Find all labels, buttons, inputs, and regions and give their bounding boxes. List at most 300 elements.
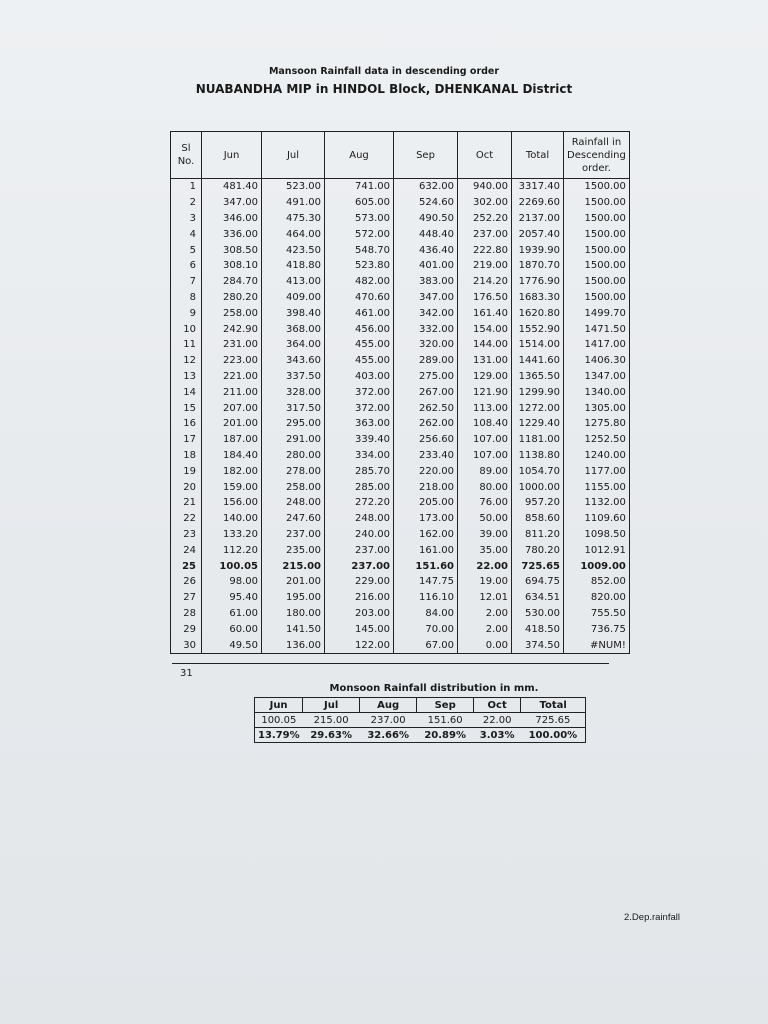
cell-sl: 7 xyxy=(171,274,202,290)
cell-oct: 131.00 xyxy=(458,353,512,369)
dist-header-jul: Jul xyxy=(303,698,360,713)
dist-value-jun: 100.05 xyxy=(261,714,297,726)
cell-rf: 1500.00 xyxy=(564,211,630,227)
cell-rf: 1347.00 xyxy=(564,369,630,385)
cell-aug: 455.00 xyxy=(325,353,394,369)
cell-oct: 22.00 xyxy=(458,558,512,574)
cell-aug: 470.60 xyxy=(325,290,394,306)
cell-aug: 372.00 xyxy=(325,400,394,416)
dist-header-jun: Jun xyxy=(255,698,303,713)
cell-aug: 216.00 xyxy=(325,590,394,606)
table-row xyxy=(171,637,630,653)
cell-jun: 211.00 xyxy=(202,384,262,400)
table-row xyxy=(171,321,630,337)
cell-sep: 67.00 xyxy=(394,637,458,653)
cell-sep: 401.00 xyxy=(394,258,458,274)
cell-aug: 145.00 xyxy=(325,621,394,637)
cell-sep: 218.00 xyxy=(394,479,458,495)
table-row xyxy=(171,511,630,527)
table-row xyxy=(171,211,630,227)
dist-header-aug: Aug xyxy=(360,698,417,713)
dist-value-total: 725.65 xyxy=(535,714,571,726)
cell-total: 780.20 xyxy=(512,542,564,558)
cell-total: 1683.30 xyxy=(512,290,564,306)
cell-oct: 80.00 xyxy=(458,479,512,495)
cell-oct: 302.00 xyxy=(458,195,512,211)
cell-jul: 523.00 xyxy=(262,179,325,195)
cell-oct: 19.00 xyxy=(458,574,512,590)
dist-percent-sep: 20.89% xyxy=(417,728,474,743)
cell-sl: 8 xyxy=(171,290,202,306)
dist-percent-oct: 3.03% xyxy=(474,728,521,743)
cell-jul: 247.60 xyxy=(262,511,325,527)
cell-jun: 242.90 xyxy=(202,321,262,337)
cell-rf: 1500.00 xyxy=(564,258,630,274)
cell-jun: 140.00 xyxy=(202,511,262,527)
cell-total: 1181.00 xyxy=(512,432,564,448)
cell-oct: 2.00 xyxy=(458,606,512,622)
cell-sep: 256.60 xyxy=(394,432,458,448)
cell-rf: 1500.00 xyxy=(564,195,630,211)
cell-jul: 368.00 xyxy=(262,321,325,337)
cell-jun: 308.50 xyxy=(202,242,262,258)
cell-rf: 1132.00 xyxy=(564,495,630,511)
col-header-total: Total xyxy=(512,132,564,179)
cell-sep: 262.00 xyxy=(394,416,458,432)
cell-jul: 317.50 xyxy=(262,400,325,416)
cell-jun: 133.20 xyxy=(202,527,262,543)
cell-jul: 237.00 xyxy=(262,527,325,543)
cell-sl: 25 xyxy=(171,558,202,574)
cell-rf: 1500.00 xyxy=(564,290,630,306)
cell-jul: 409.00 xyxy=(262,290,325,306)
cell-total: 858.60 xyxy=(512,511,564,527)
cell-oct: 50.00 xyxy=(458,511,512,527)
cell-total: 3317.40 xyxy=(512,179,564,195)
dist-percent-total: 100.00% xyxy=(521,728,586,743)
cell-sl: 28 xyxy=(171,606,202,622)
cell-jun: 187.00 xyxy=(202,432,262,448)
cell-oct: 76.00 xyxy=(458,495,512,511)
cell-sep: 267.00 xyxy=(394,384,458,400)
cell-jun: 49.50 xyxy=(202,637,262,653)
cell-jun: 184.40 xyxy=(202,448,262,464)
table-row xyxy=(171,242,630,258)
rainfall-table xyxy=(170,131,630,654)
rainfall-table-header xyxy=(171,132,630,179)
dist-header-oct: Oct xyxy=(474,698,521,713)
cell-rf: 820.00 xyxy=(564,590,630,606)
distribution-values-row xyxy=(255,713,586,728)
cell-jul: 195.00 xyxy=(262,590,325,606)
cell-total: 725.65 xyxy=(512,558,564,574)
cell-total: 1620.80 xyxy=(512,305,564,321)
cell-jul: 464.00 xyxy=(262,226,325,242)
cell-jun: 159.00 xyxy=(202,479,262,495)
cell-aug: 572.00 xyxy=(325,226,394,242)
cell-sl: 3 xyxy=(171,211,202,227)
cell-total: 694.75 xyxy=(512,574,564,590)
cell-jul: 215.00 xyxy=(262,558,325,574)
cell-jul: 235.00 xyxy=(262,542,325,558)
extra-sl-number: 31 xyxy=(180,668,193,679)
table-row xyxy=(171,353,630,369)
table-row xyxy=(171,527,630,543)
cell-aug: 203.00 xyxy=(325,606,394,622)
cell-aug: 605.00 xyxy=(325,195,394,211)
cell-aug: 229.00 xyxy=(325,574,394,590)
table-row xyxy=(171,463,630,479)
cell-jul: 180.00 xyxy=(262,606,325,622)
cell-aug: 482.00 xyxy=(325,274,394,290)
cell-sl: 30 xyxy=(171,637,202,653)
rainfall-table-body xyxy=(171,179,630,654)
cell-rf: 1252.50 xyxy=(564,432,630,448)
cell-sep: 70.00 xyxy=(394,621,458,637)
cell-oct: 237.00 xyxy=(458,226,512,242)
table-row xyxy=(171,290,630,306)
cell-rf: 1500.00 xyxy=(564,242,630,258)
cell-rf: 1009.00 xyxy=(564,558,630,574)
cell-jul: 258.00 xyxy=(262,479,325,495)
cell-sl: 16 xyxy=(171,416,202,432)
cell-sl: 10 xyxy=(171,321,202,337)
table-row xyxy=(171,195,630,211)
table-row xyxy=(171,337,630,353)
cell-jul: 491.00 xyxy=(262,195,325,211)
cell-aug: 573.00 xyxy=(325,211,394,227)
cell-sep: 332.00 xyxy=(394,321,458,337)
cell-jul: 201.00 xyxy=(262,574,325,590)
cell-jun: 258.00 xyxy=(202,305,262,321)
cell-oct: 12.01 xyxy=(458,590,512,606)
cell-oct: 940.00 xyxy=(458,179,512,195)
col-header-jul: Jul xyxy=(262,132,325,179)
cell-oct: 107.00 xyxy=(458,448,512,464)
cell-sl: 26 xyxy=(171,574,202,590)
cell-sl: 6 xyxy=(171,258,202,274)
table-row xyxy=(171,574,630,590)
cell-jun: 284.70 xyxy=(202,274,262,290)
cell-jul: 136.00 xyxy=(262,637,325,653)
cell-total: 374.50 xyxy=(512,637,564,653)
cell-rf: 1500.00 xyxy=(564,274,630,290)
cell-total: 1299.90 xyxy=(512,384,564,400)
cell-jul: 295.00 xyxy=(262,416,325,432)
cell-total: 1229.40 xyxy=(512,416,564,432)
cell-jun: 60.00 xyxy=(202,621,262,637)
cell-jun: 156.00 xyxy=(202,495,262,511)
cell-sl: 4 xyxy=(171,226,202,242)
cell-total: 1870.70 xyxy=(512,258,564,274)
cell-oct: 108.40 xyxy=(458,416,512,432)
cell-total: 2137.00 xyxy=(512,211,564,227)
cell-rf: 1500.00 xyxy=(564,226,630,242)
cell-total: 2057.40 xyxy=(512,226,564,242)
cell-total: 1138.80 xyxy=(512,448,564,464)
cell-sl: 5 xyxy=(171,242,202,258)
dist-header-total: Total xyxy=(521,698,586,713)
cell-aug: 237.00 xyxy=(325,558,394,574)
col-header-rainfall-desc: Rainfall in Descending order. xyxy=(564,132,630,179)
cell-jul: 328.00 xyxy=(262,384,325,400)
cell-aug: 461.00 xyxy=(325,305,394,321)
cell-rf: 1499.70 xyxy=(564,305,630,321)
cell-jul: 278.00 xyxy=(262,463,325,479)
dist-percent-jun: 13.79% xyxy=(255,728,303,743)
cell-rf: 1098.50 xyxy=(564,527,630,543)
cell-sl: 15 xyxy=(171,400,202,416)
cell-oct: 121.90 xyxy=(458,384,512,400)
cell-sep: 205.00 xyxy=(394,495,458,511)
table-row xyxy=(171,590,630,606)
cell-rf: 1177.00 xyxy=(564,463,630,479)
cell-jun: 201.00 xyxy=(202,416,262,432)
cell-sl: 11 xyxy=(171,337,202,353)
cell-oct: 129.00 xyxy=(458,369,512,385)
cell-total: 634.51 xyxy=(512,590,564,606)
table-row xyxy=(171,274,630,290)
document-title: Mansoon Rainfall data in descending order xyxy=(268,66,500,77)
cell-sep: 262.50 xyxy=(394,400,458,416)
table-row xyxy=(171,179,630,195)
table-row xyxy=(171,495,630,511)
distribution-percent-row xyxy=(255,728,586,743)
cell-sl: 1 xyxy=(171,179,202,195)
cell-sep: 289.00 xyxy=(394,353,458,369)
col-header-sep: Sep xyxy=(394,132,458,179)
cell-rf: 1305.00 xyxy=(564,400,630,416)
cell-sep: 347.00 xyxy=(394,290,458,306)
cell-sl: 19 xyxy=(171,463,202,479)
cell-jun: 280.20 xyxy=(202,290,262,306)
cell-sep: 524.60 xyxy=(394,195,458,211)
cell-total: 2269.60 xyxy=(512,195,564,211)
cell-sep: 147.75 xyxy=(394,574,458,590)
cell-oct: 252.20 xyxy=(458,211,512,227)
cell-total: 1552.90 xyxy=(512,321,564,337)
cell-jul: 343.60 xyxy=(262,353,325,369)
cell-sl: 27 xyxy=(171,590,202,606)
cell-rf: 852.00 xyxy=(564,574,630,590)
cell-oct: 176.50 xyxy=(458,290,512,306)
dist-value-oct: 22.00 xyxy=(482,714,512,726)
cell-jun: 95.40 xyxy=(202,590,262,606)
cell-sl: 17 xyxy=(171,432,202,448)
cell-aug: 272.20 xyxy=(325,495,394,511)
cell-sep: 490.50 xyxy=(394,211,458,227)
cell-jun: 347.00 xyxy=(202,195,262,211)
cell-sep: 161.00 xyxy=(394,542,458,558)
cell-rf: 1275.80 xyxy=(564,416,630,432)
cell-oct: 2.00 xyxy=(458,621,512,637)
cell-aug: 248.00 xyxy=(325,511,394,527)
cell-jul: 413.00 xyxy=(262,274,325,290)
cell-sl: 29 xyxy=(171,621,202,637)
cell-sep: 151.60 xyxy=(394,558,458,574)
cell-sl: 2 xyxy=(171,195,202,211)
cell-rf: 1417.00 xyxy=(564,337,630,353)
cell-aug: 237.00 xyxy=(325,542,394,558)
cell-sl: 24 xyxy=(171,542,202,558)
table-row xyxy=(171,416,630,432)
cell-total: 1054.70 xyxy=(512,463,564,479)
cell-total: 957.20 xyxy=(512,495,564,511)
divider xyxy=(172,663,609,664)
cell-rf: 1109.60 xyxy=(564,511,630,527)
cell-sep: 436.40 xyxy=(394,242,458,258)
cell-aug: 339.40 xyxy=(325,432,394,448)
dist-value-aug: 237.00 xyxy=(370,714,406,726)
cell-sep: 116.10 xyxy=(394,590,458,606)
cell-sl: 13 xyxy=(171,369,202,385)
cell-sep: 275.00 xyxy=(394,369,458,385)
cell-rf: 736.75 xyxy=(564,621,630,637)
cell-jul: 418.80 xyxy=(262,258,325,274)
cell-rf: #NUM! xyxy=(564,637,630,653)
table-row xyxy=(171,258,630,274)
cell-aug: 334.00 xyxy=(325,448,394,464)
cell-sl: 21 xyxy=(171,495,202,511)
cell-aug: 523.80 xyxy=(325,258,394,274)
cell-jun: 112.20 xyxy=(202,542,262,558)
dist-percent-aug: 32.66% xyxy=(360,728,417,743)
dist-value-jul: 215.00 xyxy=(313,714,349,726)
cell-sep: 320.00 xyxy=(394,337,458,353)
cell-oct: 161.40 xyxy=(458,305,512,321)
table-row xyxy=(171,384,630,400)
cell-rf: 1406.30 xyxy=(564,353,630,369)
cell-sep: 220.00 xyxy=(394,463,458,479)
table-row xyxy=(171,448,630,464)
cell-aug: 548.70 xyxy=(325,242,394,258)
cell-aug: 285.00 xyxy=(325,479,394,495)
col-header-aug: Aug xyxy=(325,132,394,179)
table-row xyxy=(171,432,630,448)
cell-aug: 363.00 xyxy=(325,416,394,432)
cell-aug: 122.00 xyxy=(325,637,394,653)
cell-oct: 154.00 xyxy=(458,321,512,337)
cell-jul: 398.40 xyxy=(262,305,325,321)
cell-sep: 342.00 xyxy=(394,305,458,321)
cell-oct: 0.00 xyxy=(458,637,512,653)
cell-sep: 233.40 xyxy=(394,448,458,464)
cell-oct: 222.80 xyxy=(458,242,512,258)
cell-oct: 35.00 xyxy=(458,542,512,558)
cell-jun: 182.00 xyxy=(202,463,262,479)
cell-jun: 98.00 xyxy=(202,574,262,590)
col-header-jun: Jun xyxy=(202,132,262,179)
cell-rf: 1471.50 xyxy=(564,321,630,337)
cell-total: 1514.00 xyxy=(512,337,564,353)
table-row xyxy=(171,542,630,558)
cell-aug: 741.00 xyxy=(325,179,394,195)
cell-sep: 448.40 xyxy=(394,226,458,242)
dist-value-sep: 151.60 xyxy=(427,714,463,726)
distribution-header-row xyxy=(255,698,586,713)
cell-jul: 291.00 xyxy=(262,432,325,448)
cell-oct: 39.00 xyxy=(458,527,512,543)
table-row xyxy=(171,226,630,242)
cell-sl: 18 xyxy=(171,448,202,464)
cell-aug: 403.00 xyxy=(325,369,394,385)
table-row xyxy=(171,305,630,321)
cell-total: 1000.00 xyxy=(512,479,564,495)
cell-jul: 423.50 xyxy=(262,242,325,258)
table-row xyxy=(171,400,630,416)
cell-jun: 308.10 xyxy=(202,258,262,274)
cell-jul: 248.00 xyxy=(262,495,325,511)
cell-jul: 141.50 xyxy=(262,621,325,637)
cell-jun: 231.00 xyxy=(202,337,262,353)
cell-sl: 20 xyxy=(171,479,202,495)
cell-sl: 14 xyxy=(171,384,202,400)
cell-jun: 207.00 xyxy=(202,400,262,416)
cell-aug: 240.00 xyxy=(325,527,394,543)
cell-sl: 12 xyxy=(171,353,202,369)
cell-sep: 632.00 xyxy=(394,179,458,195)
cell-total: 1272.00 xyxy=(512,400,564,416)
cell-rf: 755.50 xyxy=(564,606,630,622)
cell-oct: 107.00 xyxy=(458,432,512,448)
col-header-oct: Oct xyxy=(458,132,512,179)
table-row xyxy=(171,558,630,574)
cell-jul: 337.50 xyxy=(262,369,325,385)
cell-sep: 383.00 xyxy=(394,274,458,290)
cell-rf: 1012.91 xyxy=(564,542,630,558)
cell-jun: 336.00 xyxy=(202,226,262,242)
cell-oct: 214.20 xyxy=(458,274,512,290)
table-row xyxy=(171,369,630,385)
cell-rf: 1340.00 xyxy=(564,384,630,400)
distribution-title: Monsoon Rainfall distribution in mm. xyxy=(329,683,539,694)
cell-total: 1776.90 xyxy=(512,274,564,290)
distribution-table xyxy=(254,697,586,743)
cell-jul: 280.00 xyxy=(262,448,325,464)
cell-total: 530.00 xyxy=(512,606,564,622)
cell-sep: 162.00 xyxy=(394,527,458,543)
cell-rf: 1155.00 xyxy=(564,479,630,495)
cell-aug: 455.00 xyxy=(325,337,394,353)
table-row xyxy=(171,621,630,637)
table-row xyxy=(171,479,630,495)
cell-jun: 61.00 xyxy=(202,606,262,622)
table-row xyxy=(171,606,630,622)
cell-sl: 9 xyxy=(171,305,202,321)
cell-sep: 84.00 xyxy=(394,606,458,622)
cell-rf: 1240.00 xyxy=(564,448,630,464)
dist-header-sep: Sep xyxy=(417,698,474,713)
cell-jul: 364.00 xyxy=(262,337,325,353)
cell-jun: 481.40 xyxy=(202,179,262,195)
cell-oct: 144.00 xyxy=(458,337,512,353)
cell-sl: 23 xyxy=(171,527,202,543)
cell-total: 811.20 xyxy=(512,527,564,543)
cell-aug: 456.00 xyxy=(325,321,394,337)
cell-total: 1441.60 xyxy=(512,353,564,369)
cell-oct: 89.00 xyxy=(458,463,512,479)
cell-total: 1939.90 xyxy=(512,242,564,258)
cell-jun: 100.05 xyxy=(202,558,262,574)
cell-sep: 173.00 xyxy=(394,511,458,527)
dist-percent-jul: 29.63% xyxy=(303,728,360,743)
cell-jul: 475.30 xyxy=(262,211,325,227)
cell-total: 1365.50 xyxy=(512,369,564,385)
cell-jun: 223.00 xyxy=(202,353,262,369)
cell-rf: 1500.00 xyxy=(564,179,630,195)
cell-oct: 219.00 xyxy=(458,258,512,274)
cell-sl: 22 xyxy=(171,511,202,527)
